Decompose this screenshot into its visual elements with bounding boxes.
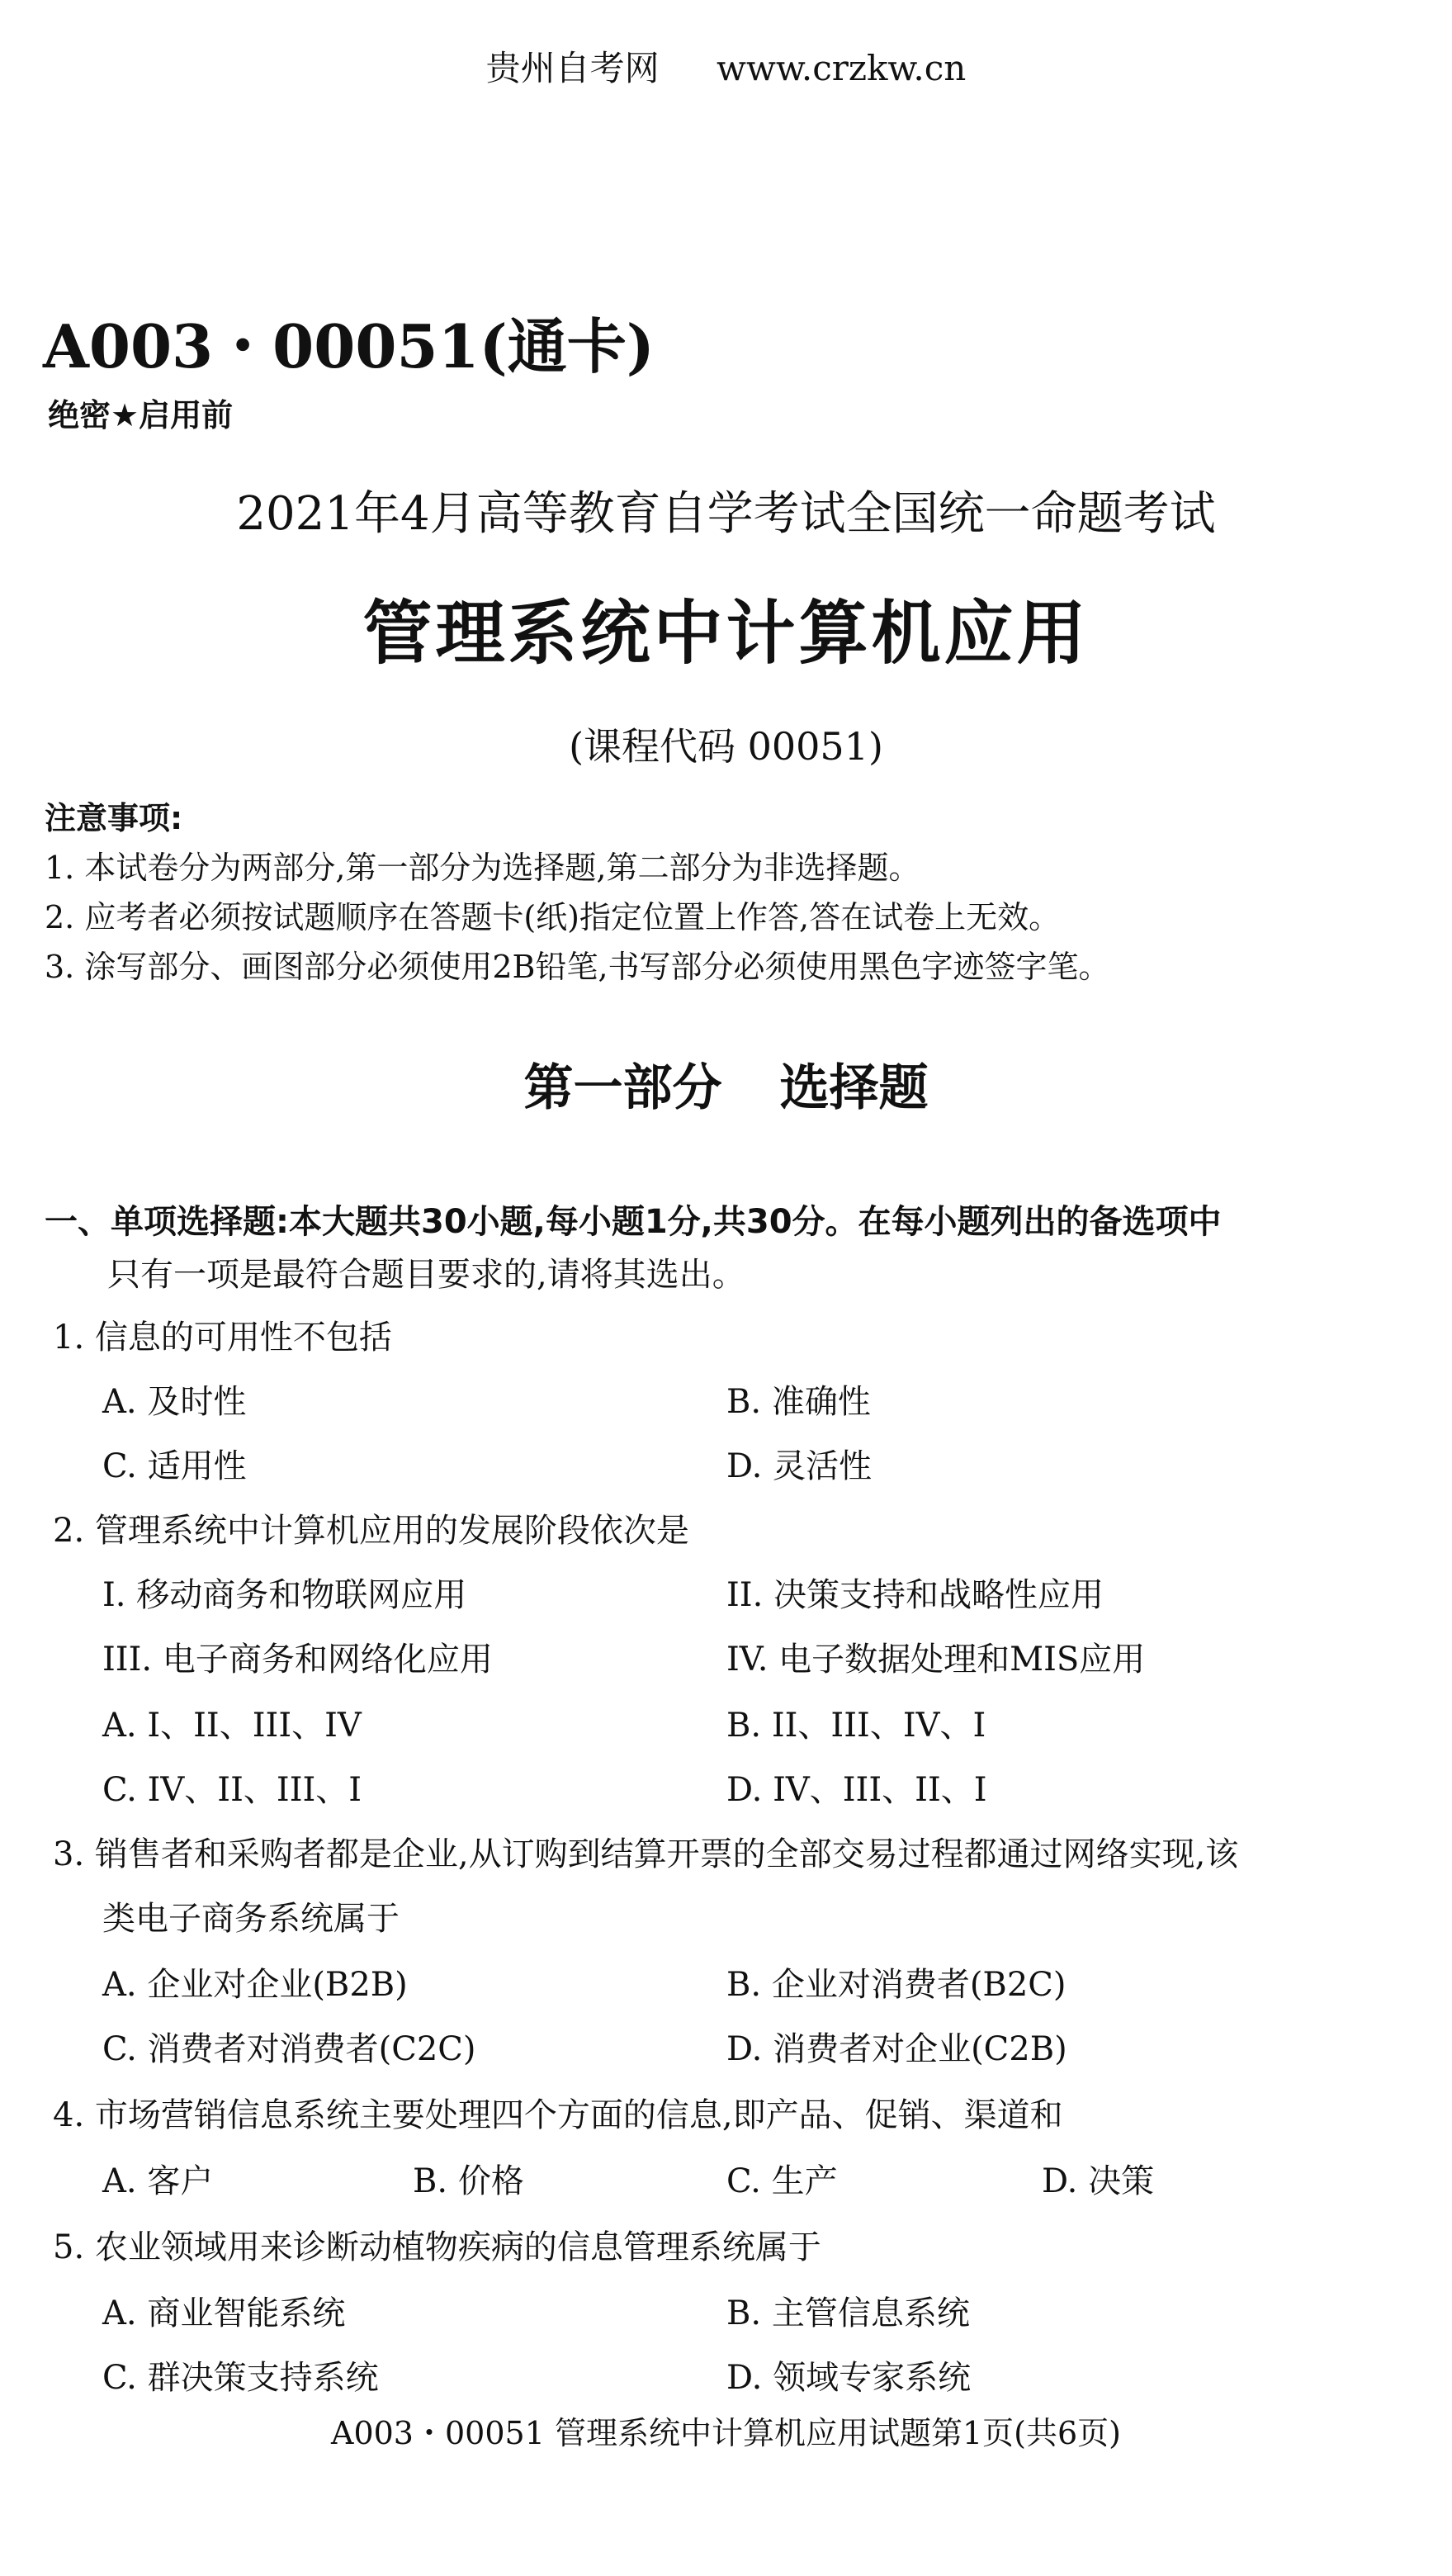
question-stem: 3. 销售者和采购者都是企业,从订购到结算开票的全部交易过程都通过网络实现,该 <box>53 1835 1239 1873</box>
option-c: C. 消费者对消费者(C2C) <box>102 2030 476 2068</box>
stage-item: IV. 电子数据处理和MIS应用 <box>726 1641 1146 1679</box>
stage-item: III. 电子商务和网络化应用 <box>102 1641 493 1679</box>
exam-title: 2021年4月高等教育自学考试全国统一命题考试 <box>236 487 1216 541</box>
site-header <box>0 41 1452 91</box>
course-code: (课程代码 00051) <box>569 724 883 769</box>
notes-title: 注意事项: <box>45 800 183 836</box>
option-b: B. 企业对消费者(B2C) <box>726 1966 1067 2004</box>
stage-item: II. 决策支持和战略性应用 <box>726 1576 1104 1614</box>
option-c: C. 群决策支持系统 <box>102 2359 379 2397</box>
option-d: D. 消费者对企业(C2B) <box>726 2030 1067 2068</box>
option-c: C. 生产 <box>726 2162 838 2200</box>
option-b: B. 价格 <box>413 2162 524 2200</box>
section-heading-line2: 只有一项是最符合题目要求的,请将其选出。 <box>107 1256 745 1294</box>
secret-label: 绝密★启用前 <box>48 397 234 433</box>
option-c: C. IV、II、III、I <box>102 1771 362 1809</box>
option-a: A. 商业智能系统 <box>102 2294 346 2332</box>
part-label: 第一部分 <box>523 1059 722 1117</box>
question-stem: 4. 市场营销信息系统主要处理四个方面的信息,即产品、促销、渠道和 <box>53 2096 1063 2134</box>
note-item: 1. 本试卷分为两部分,第一部分为选择题,第二部分为非选择题。 <box>45 850 920 886</box>
option-b: B. II、III、IV、I <box>726 1707 986 1745</box>
option-d: D. 领域专家系统 <box>726 2359 972 2397</box>
section-heading <box>45 1196 1365 1301</box>
note-item: 2. 应考者必须按试题顺序在答题卡(纸)指定位置上作答,答在试卷上无效。 <box>45 899 1061 935</box>
option-a: A. I、II、III、IV <box>102 1707 362 1745</box>
option-b: B. 准确性 <box>726 1383 871 1421</box>
question-stem: 2. 管理系统中计算机应用的发展阶段依次是 <box>53 1512 689 1550</box>
site-name: 贵州自考网 <box>485 48 660 88</box>
paper-code: A003・00051(通卡) <box>43 311 655 381</box>
option-a: A. 客户 <box>102 2162 214 2200</box>
option-b: B. 主管信息系统 <box>726 2294 970 2332</box>
part-name: 选择题 <box>779 1059 929 1117</box>
page-footer: A003・00051 管理系统中计算机应用试题第1页(共6页) <box>331 2415 1121 2451</box>
section-heading-line1: 一、单项选择题:本大题共30小题,每小题1分,共30分。在每小题列出的备选项中 <box>45 1203 1222 1241</box>
question-stem: 1. 信息的可用性不包括 <box>53 1319 392 1357</box>
question-stem-cont: 类电子商务系统属于 <box>102 1900 400 1938</box>
stage-item: I. 移动商务和物联网应用 <box>102 1576 467 1614</box>
option-a: A. 及时性 <box>102 1383 247 1421</box>
note-item: 3. 涂写部分、画图部分必须使用2B铅笔,书写部分必须使用黑色字迹签字笔。 <box>45 949 1110 985</box>
option-c: C. 适用性 <box>102 1447 247 1485</box>
part-title <box>0 1049 1452 1120</box>
site-url: www.crzkw.cn <box>717 48 967 88</box>
option-d: D. 决策 <box>1042 2162 1155 2200</box>
option-d: D. IV、III、II、I <box>726 1771 987 1809</box>
option-d: D. 灵活性 <box>726 1447 873 1485</box>
question-stem: 5. 农业领域用来诊断动植物疾病的信息管理系统属于 <box>53 2228 821 2266</box>
subject-title: 管理系统中计算机应用 <box>362 593 1090 674</box>
option-a: A. 企业对企业(B2B) <box>102 1966 408 2004</box>
